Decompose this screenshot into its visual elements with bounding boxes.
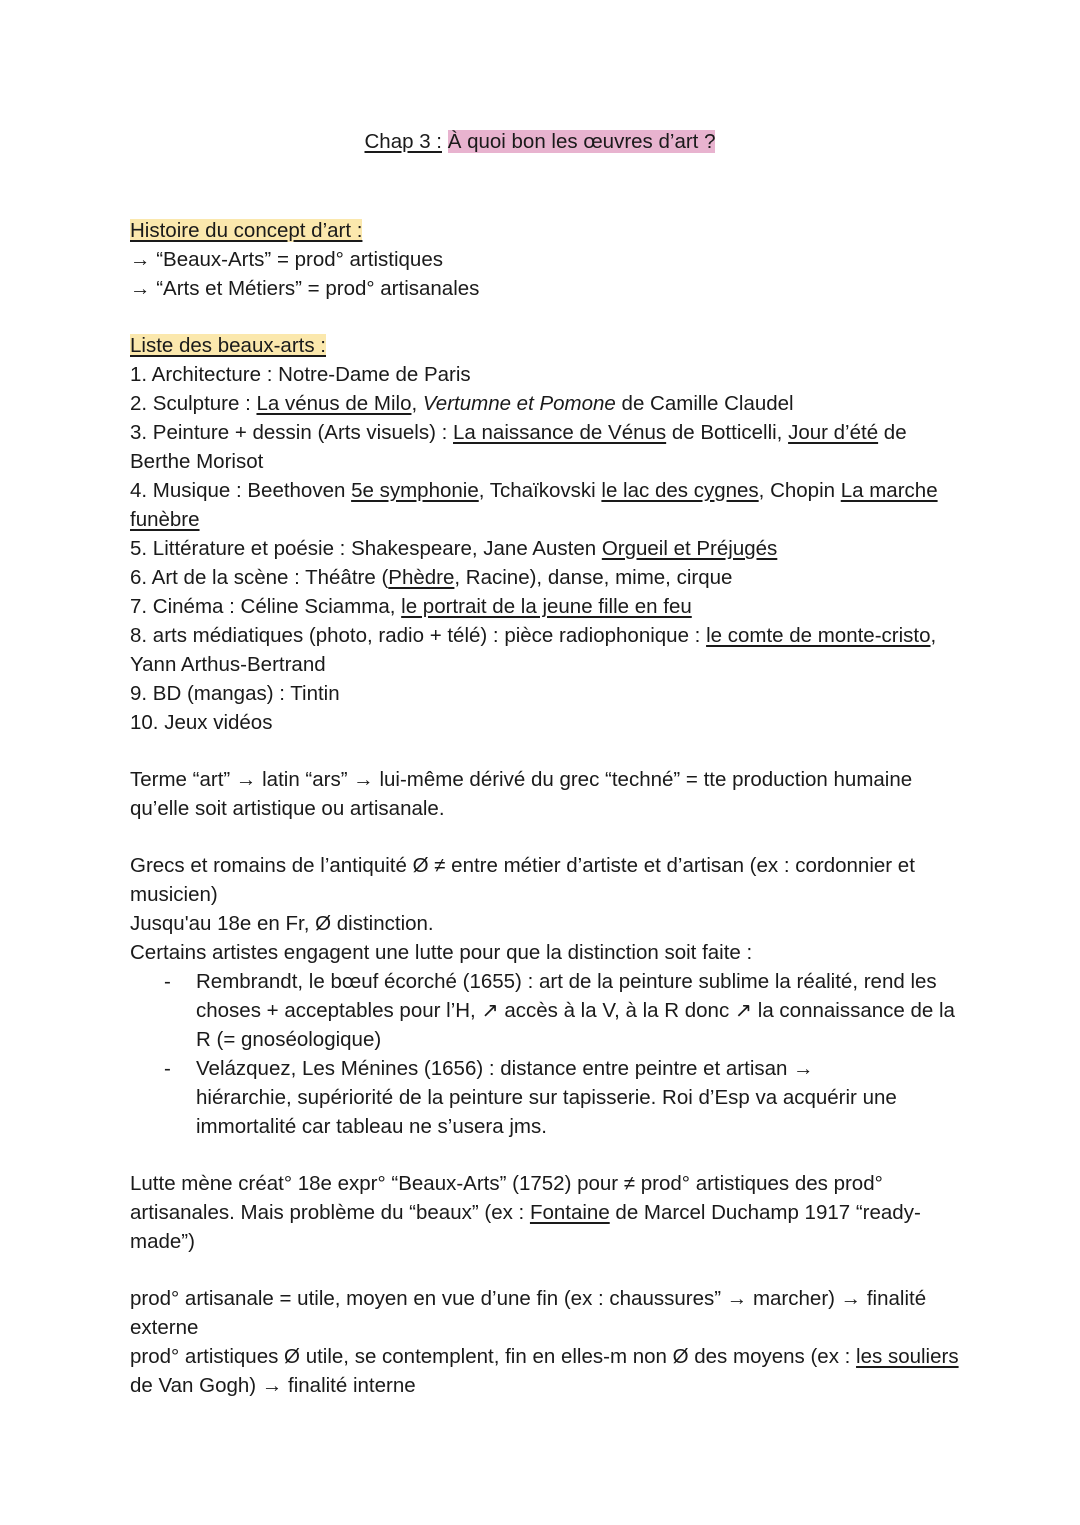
grecs-line-3: Certains artistes engagent une lutte pour que la distinction soit faite : <box>130 941 753 964</box>
list-item-6: 6. Art de la scène : Théâtre (Phèdre, Racine), danse, mime, cirque <box>130 566 733 589</box>
grecs-paragraph: Grecs et romains de l’antiquité Ø ≠ entre métier d’artiste et d’artisan (ex : cordonnier et musicien) <box>130 854 915 906</box>
grecs-line-2: Jusqu'au 18e en Fr, Ø distinction. <box>130 912 434 935</box>
work-title: le lac des cygnes <box>601 479 759 502</box>
list-item-1: 1. Architecture : Notre-Dame de Paris <box>130 363 471 386</box>
artists-list <box>130 967 960 1141</box>
list-item: - Rembrandt, le bœuf écorché (1655) : art de la peinture sublime la réalité, rend les choses + acceptables pour l’H, ↗ accès à la V, à la R donc ↗ la connaissance de la R (= gnoséologique) <box>164 970 955 1051</box>
list-item-7: 7. Cinéma : Céline Sciamma, le portrait de la jeune fille en feu <box>130 595 692 618</box>
section-histoire-heading <box>130 216 960 245</box>
work-title: Jour d’été <box>788 421 879 444</box>
liste-heading: Liste des beaux-arts : <box>130 334 326 357</box>
lutte-paragraph: Lutte mène créat° 18e expr° “Beaux-Arts” (1752) pour ≠ prod° artistiques des prod° artisanales. Mais problème du “beaux” (ex : Fontaine de Marcel Duchamp 1917 “ready-made”) <box>130 1172 921 1253</box>
chapter-label: Chap 3 : <box>364 130 442 153</box>
work-title: le comte de monte-cristo <box>706 624 931 647</box>
notes-body <box>130 216 960 1400</box>
work-title: La naissance de Vénus <box>453 421 667 444</box>
list-item: - Velázquez, Les Ménines (1656) : distance entre peintre et artisan → hiérarchie, supériorité de la peinture sur tapisserie. Roi d’Esp va acquérir une immortalité car tableau ne s’usera jms. <box>164 1057 897 1138</box>
work-title: La vénus de Milo <box>256 392 412 415</box>
prod-paragraph-1: prod° artisanale = utile, moyen en vue d’une fin (ex : chaussures” → marcher) → finalité externe <box>130 1287 927 1339</box>
list-item-4: 4. Musique : Beethoven 5e symphonie, Tchaïkovski le lac des cygnes, Chopin La marche funèbre <box>130 479 938 531</box>
histoire-line-2: → “Arts et Métiers” = prod° artisanales <box>130 277 480 300</box>
work-title: Fontaine <box>529 1201 610 1224</box>
work-title: le portrait de la jeune fille en feu <box>401 595 692 618</box>
list-item-8: 8. arts médiatiques (photo, radio + télé) : pièce radiophonique : le comte de monte-cristo, Yann Arthus-Bertrand <box>130 624 937 676</box>
prod-paragraph-2: prod° artistiques Ø utile, se contemplent, fin en elles-m non Ø des moyens (ex : les souliers de Van Gogh) → finalité interne <box>130 1345 959 1397</box>
work-title: La marche funèbre <box>130 479 938 531</box>
histoire-heading: Histoire du concept d’art : <box>130 219 363 242</box>
chapter-question: À quoi bon les œuvres d’art ? <box>447 130 716 153</box>
page-title <box>0 130 1080 154</box>
section-liste-heading <box>130 331 960 360</box>
work-title: Phèdre <box>388 566 455 589</box>
work-title: les souliers <box>856 1345 959 1368</box>
work-title: Orgueil et Préjugés <box>601 537 778 560</box>
list-item-3: 3. Peinture + dessin (Arts visuels) : La naissance de Vénus de Botticelli, Jour d’été de Berthe Morisot <box>130 421 907 473</box>
work-title: 5e symphonie <box>351 479 479 502</box>
list-item-2: 2. Sculpture : La vénus de Milo, Vertumne et Pomone de Camille Claudel <box>130 392 794 415</box>
histoire-line-1: → “Beaux-Arts” = prod° artistiques <box>130 248 443 271</box>
list-item-5: 5. Littérature et poésie : Shakespeare, Jane Austen Orgueil et Préjugés <box>130 537 778 560</box>
list-item-10: 10. Jeux vidéos <box>130 711 273 734</box>
list-item-9: 9. BD (mangas) : Tintin <box>130 682 340 705</box>
terme-paragraph: Terme “art” → latin “ars” → lui-même dérivé du grec “techné” = tte production humaine qu’elle soit artistique ou artisanale. <box>130 768 913 820</box>
work-title-italic: Vertumne et Pomone <box>422 392 616 415</box>
